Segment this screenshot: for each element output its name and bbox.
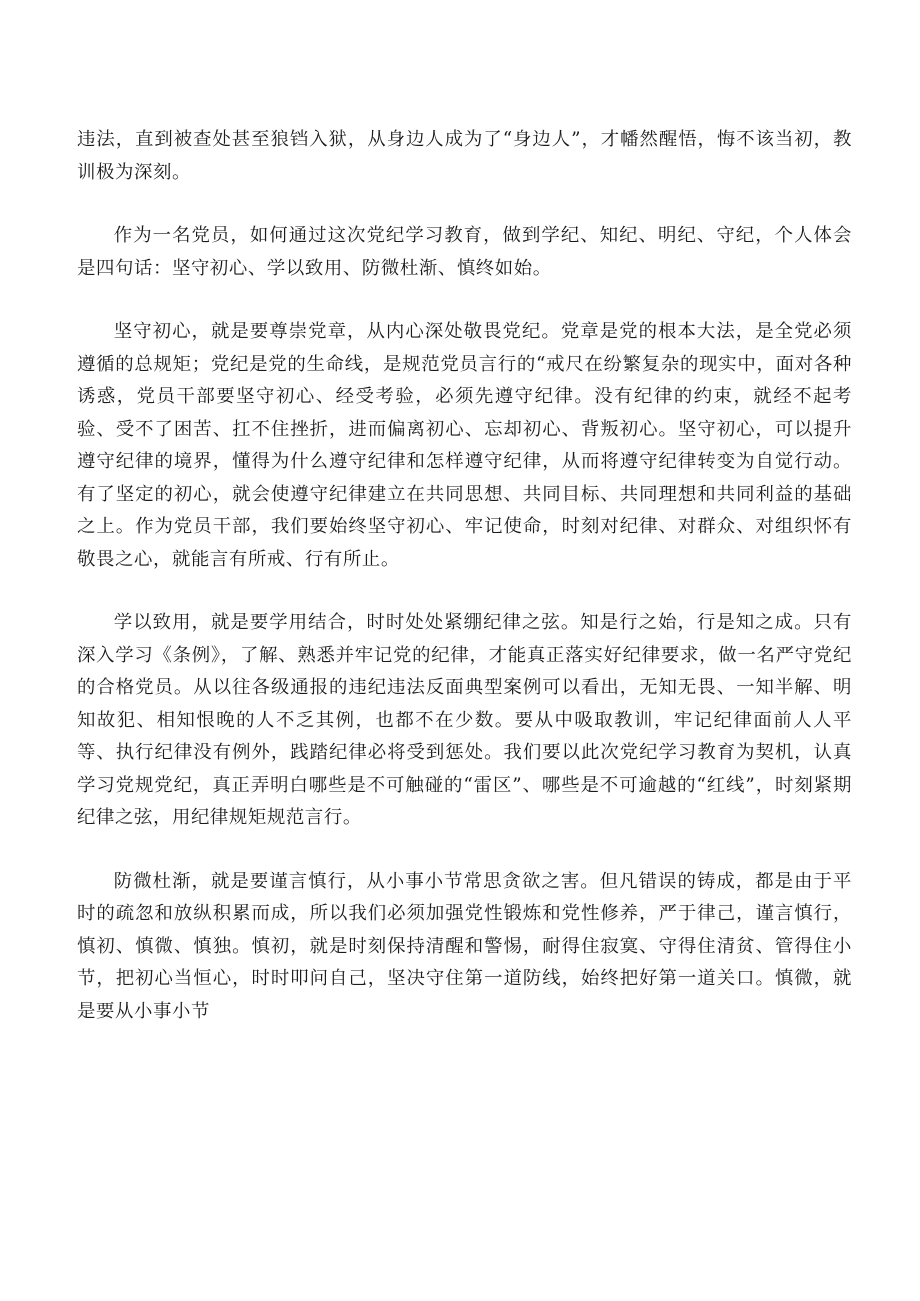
paragraph-intro: 作为一名党员，如何通过这次党纪学习教育，做到学纪、知纪、明纪、守纪，个人体会是四句话：坚守初心、学以致用、防微杜渐、慎终如始。 <box>77 225 852 279</box>
paragraph-continuation: 违法，直到被查处甚至狼铛入狱，从身边人成为了“身边人”，才幡然醒悟，悔不该当初，教训极为深刻。 <box>77 129 852 183</box>
paragraph-guard-against-small: 防微杜渐，就是要谨言慎行，从小事小节常思贪欲之害。但凡错误的铸成，都是由于平时的疏忽和放纵积累而成，所以我们必须加强党性锻炼和党性修养，严于律己，谨言慎行，慎初、慎微、慎独。慎初，就是时刻保持清醒和警惕，耐得住寂寞、守得住清贫、管得住小节，把初心当恒心，时时叩问自己，坚决守住第一道防线，始终把好第一道关口。慎微，就是要从小事小节 <box>77 870 852 1022</box>
document-body <box>77 124 852 1059</box>
paragraph-keep-original-aspiration: 坚守初心，就是要尊崇党章，从内心深处敬畏党纪。党章是党的根本大法，是全党必须遵循的总规矩；党纪是党的生命线，是规范党员言行的“戒尺在纷繁复杂的现实中，面对各种诱惑，党员干部要坚守初心、经受考验，必须先遵守纪律。没有纪律的约束，就经不起考验、受不了困苦、扛不住挫折，进而偏离初心、忘却初心、背叛初心。坚守初心，可以提升遵守纪律的境界，懂得为什么遵守纪律和怎样遵守纪律，从而将遵守纪律转变为自觉行动。有了坚定的初心，就会使遵守纪律建立在共同思想、共同目标、共同理想和共同利益的基础之上。作为党员干部，我们要始终坚守初心、牢记使命，时刻对纪律、对群众、对组织怀有敬畏之心，就能言有所戒、行有所止。 <box>77 321 852 570</box>
paragraph-apply-learning: 学以致用，就是要学用结合，时时处处紧绷纪律之弦。知是行之始，行是知之成。只有深入学习《条例》，了解、熟悉并牢记党的纪律，才能真正落实好纪律要求，做一名严守党纪的合格党员。从以往各级通报的违纪违法反面典型案例可以看出，无知无畏、一知半解、明知故犯、相知恨晚的人不乏其例，也都不在少数。要从中吸取教训，牢记纪律面前人人平等、执行纪律没有例外，践踏纪律必将受到惩处。我们要以此次党纪学习教育为契机，认真学习党规党纪，真正弄明白哪些是不可触碰的“雷区”、哪些是不可逾越的“红线”，时刻紧期纪律之弦，用纪律规矩规范言行。 <box>77 612 852 828</box>
